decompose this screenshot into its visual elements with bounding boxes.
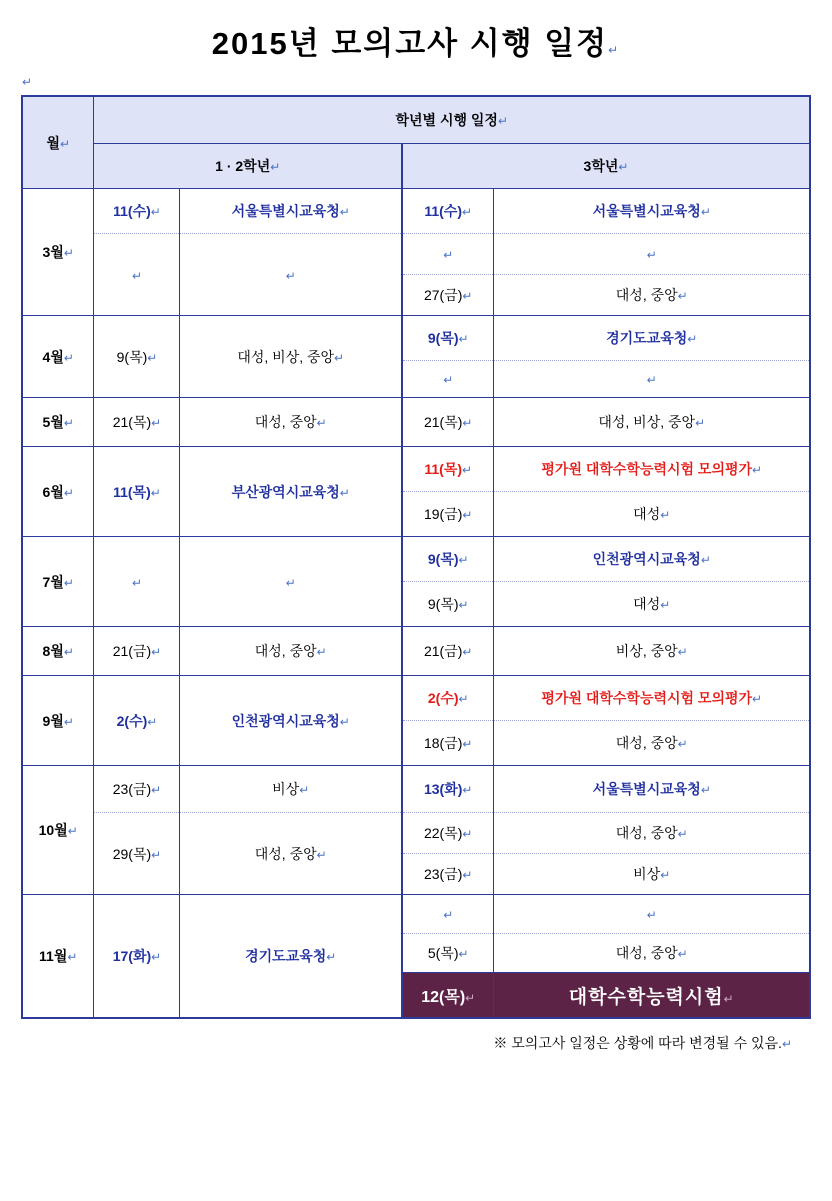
- paragraph-mark-icon: ↵: [63, 485, 74, 500]
- g3-org: 비상↵: [494, 854, 810, 895]
- g3-org: 대성, 중앙↵: [494, 721, 810, 766]
- paragraph-mark-icon: ↵: [458, 598, 469, 612]
- paragraph-mark-icon: ↵: [677, 645, 688, 659]
- paragraph-mark-icon: ↵: [458, 332, 469, 346]
- g12-org: ↵: [180, 537, 402, 627]
- g12-org: 대성, 비상, 중앙↵: [180, 316, 402, 398]
- g3-date: 12(목)↵: [402, 973, 494, 1019]
- paragraph-mark-icon: ↵: [608, 43, 621, 57]
- g3-org: 서울특별시교육청↵: [494, 766, 810, 813]
- g3-date: ↵: [402, 361, 494, 398]
- g12-org: 대성, 중앙↵: [180, 813, 402, 895]
- g12-org: 대성, 중앙↵: [180, 627, 402, 676]
- paragraph-mark-icon: ↵: [465, 990, 476, 1005]
- paragraph-mark-row: [22, 75, 832, 89]
- table-row: [22, 676, 810, 721]
- paragraph-mark-icon: ↵: [660, 868, 671, 882]
- paragraph-mark-icon: ↵: [150, 205, 161, 219]
- paragraph-mark-icon: ↵: [462, 737, 473, 751]
- paragraph-mark-icon: ↵: [147, 350, 158, 365]
- paragraph-mark-icon: ↵: [270, 160, 281, 174]
- paragraph-mark-icon: ↵: [458, 947, 469, 961]
- g3-org: 대성↵: [494, 582, 810, 627]
- g3-date: 23(금)↵: [402, 854, 494, 895]
- footnote: [0, 1033, 792, 1053]
- paragraph-mark-icon: ↵: [462, 289, 473, 303]
- g12-date: 2(수)↵: [94, 676, 180, 766]
- paragraph-mark-icon: ↵: [63, 645, 74, 659]
- paragraph-mark-icon: ↵: [316, 416, 327, 430]
- paragraph-mark-icon: ↵: [695, 416, 706, 430]
- paragraph-mark-icon: ↵: [752, 692, 763, 706]
- paragraph-mark-icon: ↵: [22, 75, 33, 89]
- g3-org: 대성, 중앙↵: [494, 813, 810, 854]
- paragraph-mark-icon: ↵: [151, 416, 162, 430]
- g12-date: 23(금)↵: [94, 766, 180, 813]
- g3-date: 9(목)↵: [402, 316, 494, 361]
- g3-date: 9(목)↵: [402, 582, 494, 627]
- g3-org: 대성↵: [494, 492, 810, 537]
- paragraph-mark-icon: ↵: [700, 205, 711, 219]
- page-title: [0, 18, 832, 63]
- paragraph-mark-icon: ↵: [67, 950, 78, 964]
- table-row: [22, 766, 810, 813]
- paragraph-mark-icon: ↵: [462, 205, 473, 219]
- month-label: 11월↵: [22, 895, 94, 1019]
- page-title-text: 2015년 모의고사 시행 일정: [211, 26, 609, 61]
- g12-date: ↵: [94, 234, 180, 316]
- month-label: 5월↵: [22, 398, 94, 447]
- g3-date: 11(목)↵: [402, 447, 494, 492]
- paragraph-mark-icon: ↵: [497, 114, 508, 128]
- table-row: [22, 189, 810, 234]
- month-label: 8월↵: [22, 627, 94, 676]
- paragraph-mark-icon: ↵: [316, 847, 327, 862]
- header-month: 월↵: [22, 96, 94, 189]
- paragraph-mark-icon: ↵: [700, 783, 711, 797]
- paragraph-mark-icon: ↵: [677, 289, 688, 303]
- table-row: [22, 447, 810, 492]
- paragraph-mark-icon: ↵: [700, 553, 711, 567]
- g3-org: 대성, 비상, 중앙↵: [494, 398, 810, 447]
- paragraph-mark-icon: ↵: [677, 827, 688, 841]
- table-row: [22, 234, 810, 275]
- paragraph-mark-icon: ↵: [687, 332, 698, 346]
- g12-org: 경기도교육청↵: [180, 895, 402, 1019]
- table-row: [22, 537, 810, 582]
- g3-org: 대성, 중앙↵: [494, 934, 810, 973]
- paragraph-mark-icon: ↵: [339, 205, 350, 219]
- paragraph-mark-icon: ↵: [677, 947, 688, 961]
- g3-date: 21(금)↵: [402, 627, 494, 676]
- paragraph-mark-icon: ↵: [151, 950, 162, 964]
- g12-date: ↵: [94, 537, 180, 627]
- g12-date: 11(목)↵: [94, 447, 180, 537]
- g3-date: 19(금)↵: [402, 492, 494, 537]
- table-row: [22, 398, 810, 447]
- month-label: 3월↵: [22, 189, 94, 316]
- g3-date: 22(목)↵: [402, 813, 494, 854]
- paragraph-mark-icon: ↵: [63, 350, 74, 365]
- month-label: 7월↵: [22, 537, 94, 627]
- paragraph-mark-icon: ↵: [339, 485, 350, 500]
- paragraph-mark-icon: ↵: [660, 508, 671, 522]
- paragraph-mark-icon: ↵: [462, 463, 473, 477]
- g3-org: 평가원 대학수학능력시험 모의평가↵: [494, 447, 810, 492]
- month-label: 10월↵: [22, 766, 94, 895]
- g12-date: 9(목)↵: [94, 316, 180, 398]
- g12-org: 부산광역시교육청↵: [180, 447, 402, 537]
- g3-org: 비상, 중앙↵: [494, 627, 810, 676]
- paragraph-mark-icon: ↵: [63, 416, 74, 430]
- paragraph-mark-icon: ↵: [334, 350, 345, 365]
- g12-org: ↵: [180, 234, 402, 316]
- header-group-title: 학년별 시행 일정↵: [94, 96, 810, 144]
- g12-date: 21(금)↵: [94, 627, 180, 676]
- paragraph-mark-icon: ↵: [677, 737, 688, 751]
- g3-date: ↵: [402, 895, 494, 934]
- g3-org: ↵: [494, 361, 810, 398]
- g12-org: 비상↵: [180, 766, 402, 813]
- g3-org: 평가원 대학수학능력시험 모의평가↵: [494, 676, 810, 721]
- g3-date: 27(금)↵: [402, 275, 494, 316]
- g3-date: 13(화)↵: [402, 766, 494, 813]
- g12-date: 29(목)↵: [94, 813, 180, 895]
- month-label: 4월↵: [22, 316, 94, 398]
- paragraph-mark-icon: ↵: [326, 950, 337, 964]
- paragraph-mark-icon: ↵: [63, 575, 74, 590]
- paragraph-mark-icon: ↵: [462, 416, 473, 430]
- g3-date: 11(수)↵: [402, 189, 494, 234]
- paragraph-mark-icon: ↵: [752, 463, 763, 477]
- paragraph-mark-icon: ↵: [151, 645, 162, 659]
- table-header-row-2: [22, 144, 810, 189]
- table-row: [22, 813, 810, 854]
- paragraph-mark-icon: ↵: [458, 553, 469, 567]
- paragraph-mark-icon: ↵: [59, 136, 71, 151]
- paragraph-mark-icon: ↵: [63, 714, 74, 729]
- g3-date: 9(목)↵: [402, 537, 494, 582]
- g3-date: ↵: [402, 234, 494, 275]
- table-row: [22, 316, 810, 361]
- g3-date: 2(수)↵: [402, 676, 494, 721]
- paragraph-mark-icon: ↵: [462, 827, 473, 841]
- table-row: [22, 627, 810, 676]
- g3-org: 서울특별시교육청↵: [494, 189, 810, 234]
- g3-date: 18(금)↵: [402, 721, 494, 766]
- paragraph-mark-icon: ↵: [316, 645, 327, 659]
- g3-org: ↵: [494, 234, 810, 275]
- g3-org: 경기도교육청↵: [494, 316, 810, 361]
- g12-date: 21(목)↵: [94, 398, 180, 447]
- month-label: 9월↵: [22, 676, 94, 766]
- g3-org: 대학수학능력시험↵: [494, 973, 810, 1019]
- paragraph-mark-icon: ↵: [781, 1037, 792, 1051]
- table-row: [22, 895, 810, 934]
- g3-org: 인천광역시교육청↵: [494, 537, 810, 582]
- paragraph-mark-icon: ↵: [339, 714, 350, 729]
- g12-org: 서울특별시교육청↵: [180, 189, 402, 234]
- footnote-text: ※ 모의고사 일정은 상황에 따라 변경될 수 있음.: [493, 1035, 782, 1051]
- header-grade12: 1 · 2학년↵: [94, 144, 402, 189]
- g3-org: ↵: [494, 895, 810, 934]
- document-page: [0, 18, 832, 1201]
- paragraph-mark-icon: ↵: [63, 246, 74, 260]
- schedule-table: [21, 95, 811, 1019]
- paragraph-mark-icon: ↵: [150, 485, 161, 500]
- paragraph-mark-icon: ↵: [458, 692, 469, 706]
- g12-org: 인천광역시교육청↵: [180, 676, 402, 766]
- paragraph-mark-icon: ↵: [462, 783, 473, 797]
- paragraph-mark-icon: ↵: [618, 160, 629, 174]
- month-label: 6월↵: [22, 447, 94, 537]
- table-header-row-1: [22, 96, 810, 144]
- paragraph-mark-icon: ↵: [151, 783, 162, 797]
- g3-date: 21(목)↵: [402, 398, 494, 447]
- g12-org: 대성, 중앙↵: [180, 398, 402, 447]
- paragraph-mark-icon: ↵: [462, 508, 473, 522]
- paragraph-mark-icon: ↵: [147, 714, 158, 729]
- g3-date: 5(목)↵: [402, 934, 494, 973]
- paragraph-mark-icon: ↵: [723, 991, 735, 1006]
- paragraph-mark-icon: ↵: [67, 824, 78, 838]
- g12-date: 17(화)↵: [94, 895, 180, 1019]
- paragraph-mark-icon: ↵: [462, 645, 473, 659]
- paragraph-mark-icon: ↵: [462, 868, 473, 882]
- paragraph-mark-icon: ↵: [151, 847, 162, 862]
- paragraph-mark-icon: ↵: [299, 783, 310, 797]
- header-grade3: 3학년↵: [402, 144, 810, 189]
- g3-org: 대성, 중앙↵: [494, 275, 810, 316]
- paragraph-mark-icon: ↵: [660, 598, 671, 612]
- g12-date: 11(수)↵: [94, 189, 180, 234]
